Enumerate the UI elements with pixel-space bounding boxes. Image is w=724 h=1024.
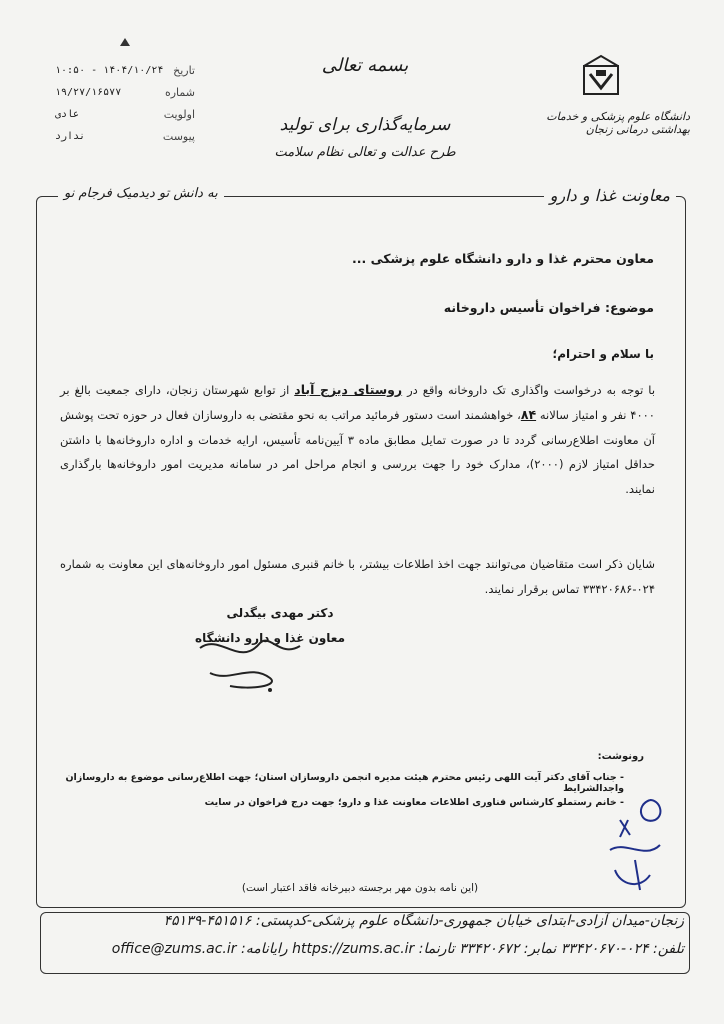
stamp-mark-icon [118,36,132,50]
body-paragraph-1 [60,378,655,502]
village-name: روستای دیزج آباد [294,382,403,397]
signature-icon [180,628,340,698]
date-row [55,60,195,82]
attachment-row [55,126,195,148]
body-paragraph-2: شایان ذکر است متقاضیان می‌توانند جهت اخذ اطلاعات بیشتر، با خانم قنبری مسئول امور داروخانه‌های این معاونت به شماره ۰۲۴-۳۳۴۲۰۶۸۶ تماس برقرار نمایند. [60,557,655,596]
bismillah: بسمه تعالی [321,55,409,76]
university-name: دانشگاه علوم پزشکی و خدمات بهداشتی درمانی زنجان [546,110,690,136]
frame-title-right: معاونت غذا و دارو [544,186,676,205]
cc-title: رونوشت: [597,751,644,762]
date-label: تاریخ [173,64,195,77]
priority-label: اولویت [163,108,195,121]
cc-item: - خانم رستملو کارشناس فناوری اطلاعات معاونت غذا و دارو؛ جهت درج فراخوان در سایت [204,797,624,808]
attachment-label: پیوست [162,130,195,143]
letter-meta [55,60,195,148]
slogan-line2: طرح عدالت و تعالی نظام سلامت [274,145,456,160]
priority-value: عادی [55,109,80,120]
slogan-line1: سرمایه‌گذاری برای تولید [279,115,451,135]
footer-address: زنجان-میدان آزادی-ابتدای خیابان جمهوری-دانشگاه علوم پزشکی-کدپستی: ۴۵۱۵۱۶-۴۵۱۳۹ [163,913,684,929]
frame-title-left: به دانش تو دیدمیک فرجام نو [58,186,224,201]
signer-name: دکتر مهدی بیگدلی [226,606,334,620]
university-logo-icon [576,52,626,102]
para1-part-c: ، خواهشمند است دستور فرمائید مراتب به نحو مقتضی به داروسازان فعال در حوزه تحت پوشش آن معاونت اطلاع‌رسانی گردد تا در صورت تمایل مطابق ماده ۳ آیین‌نامه تأسیس، ارایه خدمات و اداره داروخانه‌ها با داشتن حداقل امتیاز لازم (۲۰۰۰)، مدارک خود را جهت بررسی و انجام مراحل امر در سامانه مدیریت امور داروخانه‌ها بارگذاری نمایند. [60,407,655,497]
salutation: معاون محترم غذا و دارو دانشگاه علوم پزشکی ... [351,251,654,266]
cc-item: - جناب آقای دکتر آیت اللهی رئیس محترم هیئت مدیره انجمن داروسازان استان؛ جهت اطلاع‌رسانی موضوع به داروسازان واجدالشرایط [65,772,624,794]
validity-notice: (این نامه بدون مهر برجسته دبیرخانه فاقد اعتبار است) [241,882,479,894]
handwritten-note-icon [590,795,680,895]
attachment-value: ندارد [55,131,86,142]
number-label: شماره [164,86,195,99]
date-value: ۱۴۰۴/۱۰/۲۴ - ۱۰:۵۰ [55,65,164,76]
para1-part-a: با توجه به درخواست واگذاری تک داروخانه واقع در [407,383,656,397]
number-row [55,82,195,104]
para1-part-b: از توابع شهرستان زنجان، دارای جمعیت بالغ بر ۴۰۰۰ نفر و امتیاز سالانه [60,383,655,422]
greeting: با سلام و احترام؛ [552,347,654,361]
subject: موضوع: فراخوان تأسیس داروخانه [443,300,654,315]
footer-contact: تلفن: ۰۲۴-۳۳۴۲۰۶۷۰ نمابر: ۳۳۴۲۰۶۷۲ تارنما: https://zums.ac.ir رایانامه: office@zums.ac.ir [111,941,684,957]
priority-row [55,104,195,126]
number-value: ۱۹/۲۷/۱۶۵۷۷ [55,87,122,98]
signer-title: معاون غذا و دارو دانشگاه [194,631,346,645]
score-value: ۸۴ [520,406,537,422]
